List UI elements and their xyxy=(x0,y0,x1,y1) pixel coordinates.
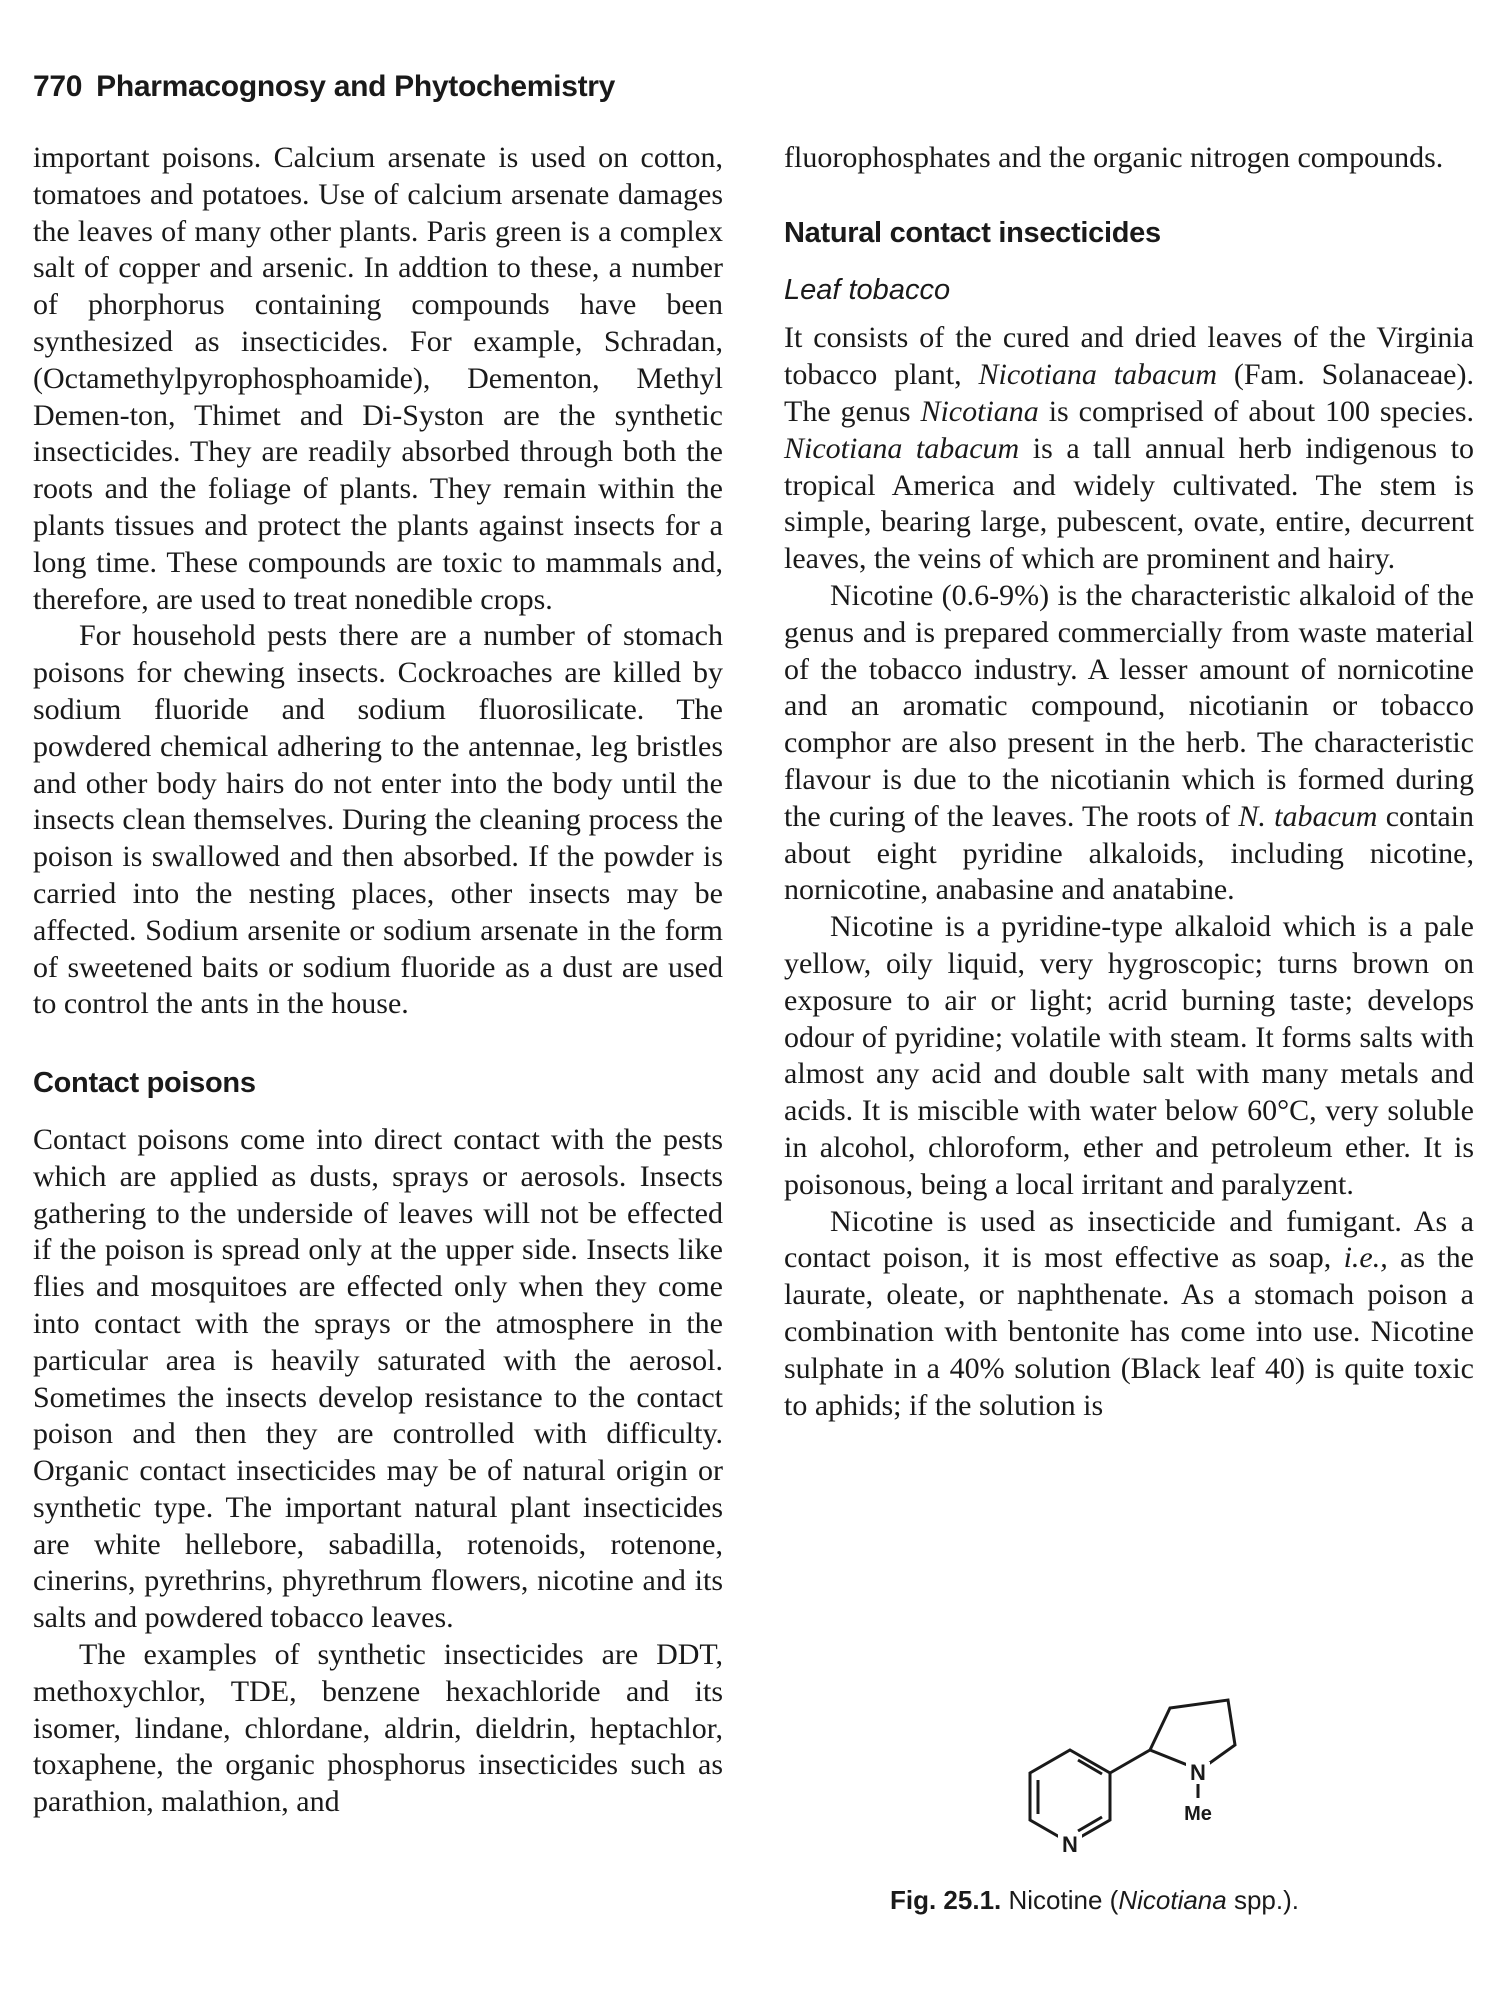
pyrrolidine-nitrogen-label: N xyxy=(1190,1760,1206,1785)
double-bond xyxy=(1078,1817,1102,1831)
abbreviation: i.e., xyxy=(1343,1241,1388,1275)
methyl-label: Me xyxy=(1184,1803,1212,1825)
text-run: It consists of the cured and dried leaves of the Virginia tobacco plant, xyxy=(784,321,1474,392)
running-head xyxy=(33,70,615,104)
paragraph: Contact poisons come into direct contact with the pests which are applied as dusts, sprays or aerosols. Insects gathering to the underside of leaves will not be effected if the poison is spread only at the upper side. Insects like flies and mosquitoes are effected only when they come into contact with the sprays or the atmosphere in the particular area is heavily saturated with the aerosol. Sometimes the insects develop resistance to the contact poison and then they are controlled with difficulty. Organic contact insecticides may be of natural origin or synthetic type. The important natural plant insecticides are white hellebore, sabadilla, rotenoids, rotenone, cinerins, pyrethrins, phyrethrum flowers, nicotine and its salts and powdered tobacco leaves. xyxy=(33,1122,723,1635)
paragraph xyxy=(784,1204,1474,1425)
text-run: Nicotine is used as insecticide and fumigant. As a contact poison, it is most effective as soap, xyxy=(784,1204,1474,1275)
caption-text-end: spp.). xyxy=(1226,1885,1299,1915)
pyridine-nitrogen-label: N xyxy=(1062,1832,1078,1857)
text-run: is comprised of about 100 species. xyxy=(1038,394,1474,428)
paragraph: Nicotine is a pyridine-type alkaloid which is a pale yellow, oily liquid, very hygroscopic; turns brown on exposure to air or light; acrid burning taste; develops odour of pyridine; volatile with steam. It forms salts with almost any acid and double salt with many metals and acids. It is miscible with water below 60°C, very soluble in alcohol, chloroform, ether and petroleum ether. It is poisonous, being a local irritant and paralyzent. xyxy=(784,910,1474,1201)
book-title: Pharmacognosy and Phytochemistry xyxy=(96,70,616,103)
right-column xyxy=(784,140,1474,1424)
text-run: as the laurate, oleate, or naphthenate. As a stomach poison a combination with bentonite has come into use. Nicotine sulphate in a 40% solution (Black leaf 40) is quite toxic to aphids; if the solution is xyxy=(784,1241,1474,1422)
paragraph xyxy=(784,578,1474,909)
left-column xyxy=(33,140,723,1821)
paragraph: important poisons. Calcium arsenate is used on cotton, tomatoes and potatoes. Use of calcium arsenate damages the leaves of many other plants. Paris green is a complex salt of copper and arsenic. In addtion to these, a number of phorphorus containing compounds have been synthesized as insecticides. For example, Schradan, (Octamethylpyrophosphoamide), Dementon, Methyl Demen-ton, Thimet and Di-Syston are the synthetic insecticides. They are readily absorbed through both the roots and the foliage of plants. They remain within the plants tissues and protect the plants against insects for a long time. These compounds are toxic to mammals and, therefore, are used to treat nonedible crops. xyxy=(33,141,723,616)
section-heading-natural-contact-insecticides: Natural contact insecticides xyxy=(784,216,1161,249)
paragraph xyxy=(784,320,1474,578)
paragraph: The examples of synthetic insecticides are DDT, methoxychlor, TDE, benzene hexachloride and its isomer, lindane, chlordane, aldrin, dieldrin, heptachlor, toxaphene, the organic phosphorus insecticides such as parathion, malathion, and xyxy=(33,1638,723,1819)
figure-caption xyxy=(890,1885,1450,1916)
paragraph: For household pests there are a number of stomach poisons for chewing insects. Cockroaches are killed by sodium fluoride and sodium fluorosilicate. The powdered chemical adhering to the antennae, leg bristles and other body hairs do not enter into the body until the insects clean themselves. During the cleaning process the poison is swallowed and then absorbed. If the powder is carried into the nesting places, other insects may be affected. Sodium arsenite or sodium arsenate in the form of sweetened baits or sodium fluoride as a dust are used to control the ants in the house. xyxy=(33,619,723,1021)
species-name: N. tabacum xyxy=(1238,799,1378,833)
caption-text: Nicotine ( xyxy=(1008,1885,1119,1915)
caption-species: Nicotiana xyxy=(1118,1885,1227,1915)
section-heading-contact-poisons: Contact poisons xyxy=(33,1067,256,1100)
subheading-leaf-tobacco: Leaf tobacco xyxy=(784,273,951,306)
text-run: contain about eight pyridine alkaloids, including nicotine, nornicotine, anabasine and anatabine. xyxy=(784,799,1475,907)
page-number: 770 xyxy=(33,70,83,103)
species-name: Nicotiana tabacum xyxy=(978,358,1218,392)
text-run: Nicotine (0.6-9%) is the characteristic alkaloid of the genus and is prepared commercially from waste material of the tobacco industry. A lesser amount of nornicotine and an aromatic compound, nicotianin or tobacco comphor are also present in the herb. The characteristic flavour is due to the nicotianin which is formed during the curing of the leaves. The roots of xyxy=(784,578,1474,833)
nicotine-structure-diagram xyxy=(1010,1690,1260,1865)
text-run: is a tall annual herb indigenous to tropical America and widely cultivated. The stem is simple, bearing large, pubescent, ovate, entire, decurrent leaves, the veins of which are prominent and hairy. xyxy=(784,431,1474,576)
linking-bond xyxy=(1110,1750,1150,1773)
caption-label: Fig. 25.1. xyxy=(890,1885,1002,1915)
text-run: (Fam. Solanaceae). The genus xyxy=(784,358,1474,428)
genus-name: Nicotiana xyxy=(920,394,1039,428)
species-name: Nicotiana tabacum xyxy=(784,431,1020,465)
pyridine-ring xyxy=(1030,1750,1110,1843)
paragraph: fluorophosphates and the organic nitrogen compounds. xyxy=(784,141,1444,174)
